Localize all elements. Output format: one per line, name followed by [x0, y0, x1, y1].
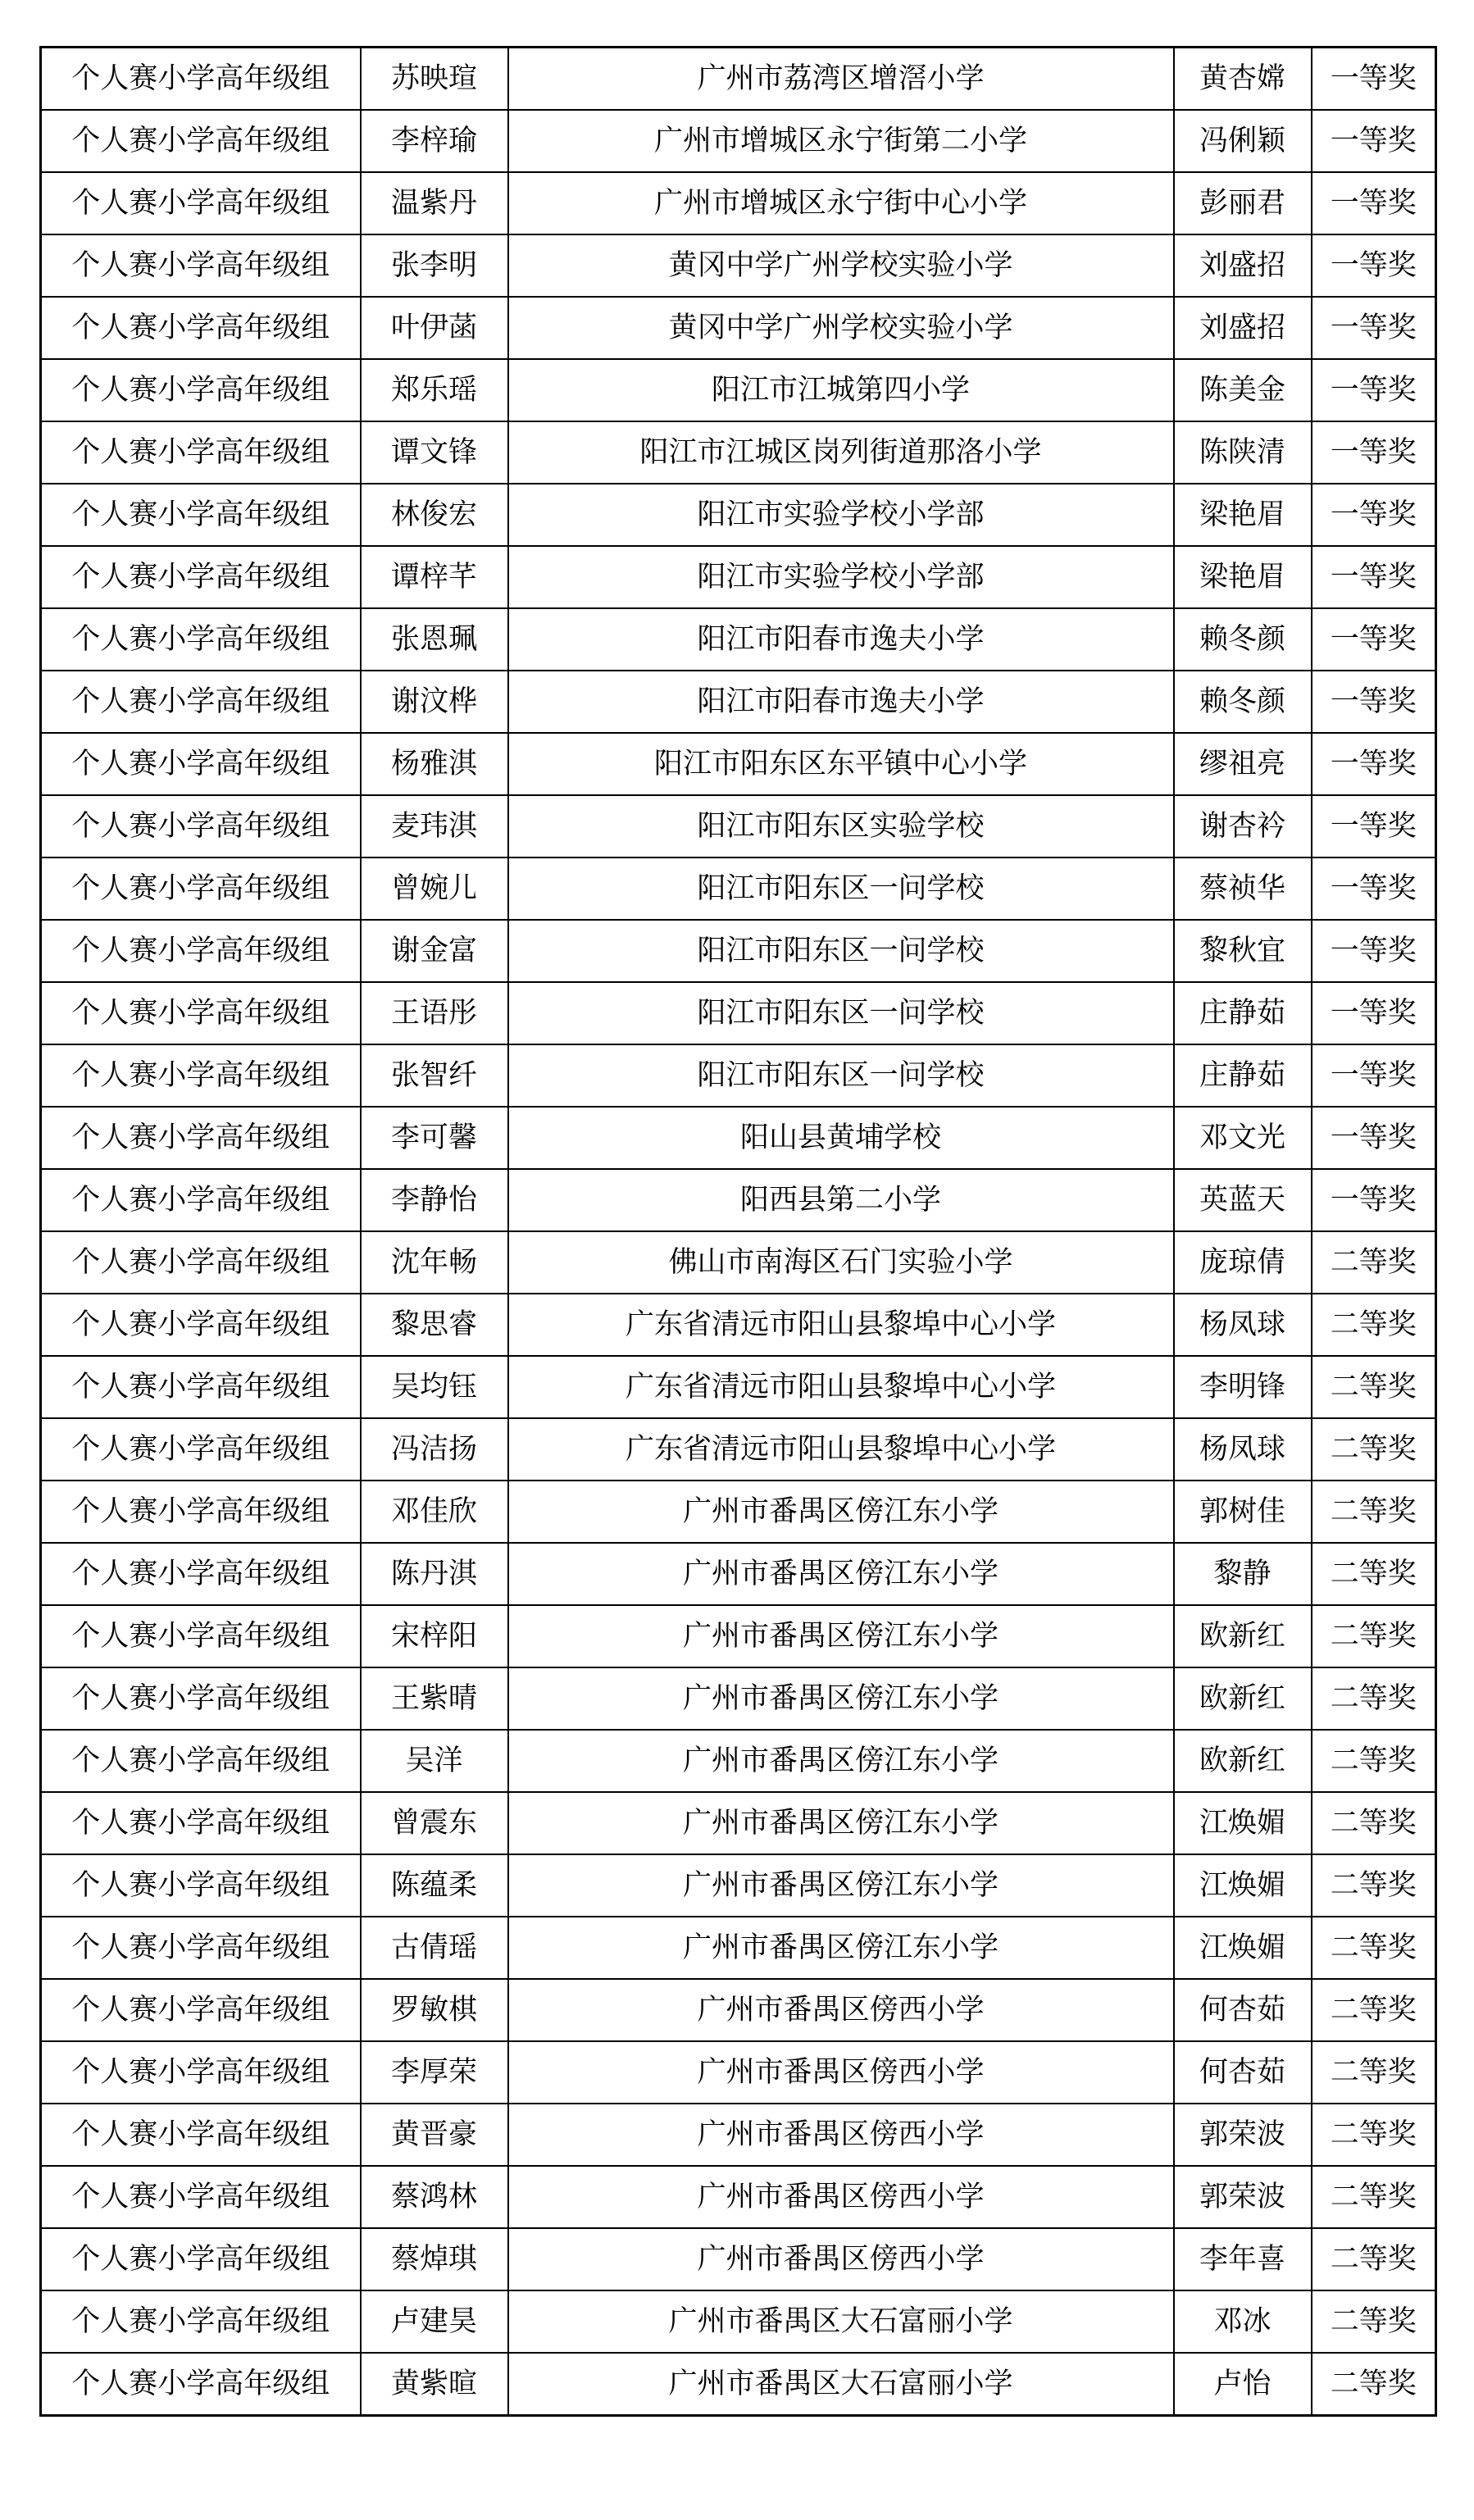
- school-cell: 广州市番禺区傍江东小学: [508, 1730, 1174, 1792]
- school-cell: 广州市番禺区傍西小学: [508, 2041, 1174, 2104]
- award-cell: 二等奖: [1312, 1481, 1436, 1543]
- group-cell: 个人赛小学高年级组: [41, 546, 361, 608]
- award-cell: 二等奖: [1312, 2290, 1436, 2353]
- table-row: [41, 1231, 1436, 1294]
- coach-cell: 黎静: [1174, 1543, 1312, 1605]
- student-name-cell: 黎思睿: [361, 1294, 508, 1356]
- coach-cell: 庞琼倩: [1174, 1231, 1312, 1294]
- award-cell: 二等奖: [1312, 2166, 1436, 2228]
- coach-cell: 梁艳眉: [1174, 546, 1312, 608]
- group-cell: 个人赛小学高年级组: [41, 1730, 361, 1792]
- table-row: [41, 1730, 1436, 1792]
- award-cell: 二等奖: [1312, 1418, 1436, 1481]
- table-row: [41, 795, 1436, 857]
- table-row: [41, 234, 1436, 297]
- group-cell: 个人赛小学高年级组: [41, 1356, 361, 1418]
- school-cell: 黄冈中学广州学校实验小学: [508, 297, 1174, 359]
- group-cell: 个人赛小学高年级组: [41, 857, 361, 920]
- student-name-cell: 邓佳欣: [361, 1481, 508, 1543]
- award-results-body: [41, 48, 1436, 2416]
- award-cell: 一等奖: [1312, 608, 1436, 671]
- school-cell: 阳江市实验学校小学部: [508, 484, 1174, 546]
- student-name-cell: 李厚荣: [361, 2041, 508, 2104]
- table-row: [41, 1854, 1436, 1917]
- award-cell: 二等奖: [1312, 1917, 1436, 1979]
- coach-cell: 何杏茹: [1174, 1979, 1312, 2041]
- student-name-cell: 曾震东: [361, 1792, 508, 1854]
- school-cell: 广州市番禺区傍西小学: [508, 2166, 1174, 2228]
- group-cell: 个人赛小学高年级组: [41, 1107, 361, 1169]
- table-row: [41, 1543, 1436, 1605]
- student-name-cell: 张智纤: [361, 1044, 508, 1107]
- table-row: [41, 608, 1436, 671]
- student-name-cell: 李梓瑜: [361, 110, 508, 172]
- school-cell: 阳江市实验学校小学部: [508, 546, 1174, 608]
- school-cell: 阳江市阳东区实验学校: [508, 795, 1174, 857]
- group-cell: 个人赛小学高年级组: [41, 1231, 361, 1294]
- table-row: [41, 1169, 1436, 1231]
- school-cell: 广州市番禺区傍江东小学: [508, 1667, 1174, 1730]
- school-cell: 阳江市阳东区东平镇中心小学: [508, 733, 1174, 795]
- coach-cell: 英蓝天: [1174, 1169, 1312, 1231]
- group-cell: 个人赛小学高年级组: [41, 110, 361, 172]
- award-cell: 二等奖: [1312, 1730, 1436, 1792]
- coach-cell: 邓文光: [1174, 1107, 1312, 1169]
- school-cell: 广州市番禺区傍西小学: [508, 2228, 1174, 2290]
- award-cell: 一等奖: [1312, 48, 1436, 111]
- student-name-cell: 吴洋: [361, 1730, 508, 1792]
- award-cell: 一等奖: [1312, 421, 1436, 484]
- coach-cell: 赖冬颜: [1174, 671, 1312, 733]
- student-name-cell: 黄晋豪: [361, 2104, 508, 2166]
- award-cell: 一等奖: [1312, 920, 1436, 982]
- table-row: [41, 733, 1436, 795]
- award-cell: 一等奖: [1312, 1107, 1436, 1169]
- student-name-cell: 宋梓阳: [361, 1605, 508, 1667]
- group-cell: 个人赛小学高年级组: [41, 1792, 361, 1854]
- table-row: [41, 1481, 1436, 1543]
- table-row: [41, 1979, 1436, 2041]
- coach-cell: 郭树佳: [1174, 1481, 1312, 1543]
- student-name-cell: 叶伊菡: [361, 297, 508, 359]
- school-cell: 广州市番禺区大石富丽小学: [508, 2290, 1174, 2353]
- coach-cell: 黎秋宜: [1174, 920, 1312, 982]
- student-name-cell: 蔡焯琪: [361, 2228, 508, 2290]
- award-cell: 二等奖: [1312, 1792, 1436, 1854]
- award-cell: 二等奖: [1312, 2353, 1436, 2416]
- award-cell: 一等奖: [1312, 857, 1436, 920]
- student-name-cell: 冯洁扬: [361, 1418, 508, 1481]
- coach-cell: 梁艳眉: [1174, 484, 1312, 546]
- school-cell: 阳江市阳春市逸夫小学: [508, 671, 1174, 733]
- group-cell: 个人赛小学高年级组: [41, 1605, 361, 1667]
- group-cell: 个人赛小学高年级组: [41, 2353, 361, 2416]
- student-name-cell: 黄紫暄: [361, 2353, 508, 2416]
- student-name-cell: 古倩瑶: [361, 1917, 508, 1979]
- group-cell: 个人赛小学高年级组: [41, 2041, 361, 2104]
- school-cell: 广州市番禺区傍江东小学: [508, 1854, 1174, 1917]
- student-name-cell: 杨雅淇: [361, 733, 508, 795]
- table-row: [41, 1792, 1436, 1854]
- table-row: [41, 421, 1436, 484]
- award-cell: 一等奖: [1312, 1169, 1436, 1231]
- group-cell: 个人赛小学高年级组: [41, 795, 361, 857]
- school-cell: 广州市番禺区大石富丽小学: [508, 2353, 1174, 2416]
- table-row: [41, 546, 1436, 608]
- table-row: [41, 982, 1436, 1044]
- table-row: [41, 2104, 1436, 2166]
- award-cell: 二等奖: [1312, 1543, 1436, 1605]
- table-row: [41, 110, 1436, 172]
- coach-cell: 江焕媚: [1174, 1854, 1312, 1917]
- award-cell: 二等奖: [1312, 1294, 1436, 1356]
- group-cell: 个人赛小学高年级组: [41, 297, 361, 359]
- award-cell: 一等奖: [1312, 795, 1436, 857]
- table-row: [41, 48, 1436, 111]
- school-cell: 黄冈中学广州学校实验小学: [508, 234, 1174, 297]
- award-cell: 二等奖: [1312, 2041, 1436, 2104]
- award-cell: 二等奖: [1312, 1854, 1436, 1917]
- group-cell: 个人赛小学高年级组: [41, 1169, 361, 1231]
- coach-cell: 李明锋: [1174, 1356, 1312, 1418]
- student-name-cell: 蔡鸿林: [361, 2166, 508, 2228]
- student-name-cell: 李可馨: [361, 1107, 508, 1169]
- student-name-cell: 苏映瑄: [361, 48, 508, 111]
- award-cell: 一等奖: [1312, 1044, 1436, 1107]
- award-cell: 一等奖: [1312, 484, 1436, 546]
- coach-cell: 江焕媚: [1174, 1917, 1312, 1979]
- group-cell: 个人赛小学高年级组: [41, 2290, 361, 2353]
- coach-cell: 江焕媚: [1174, 1792, 1312, 1854]
- award-cell: 一等奖: [1312, 110, 1436, 172]
- coach-cell: 郭荣波: [1174, 2104, 1312, 2166]
- table-row: [41, 297, 1436, 359]
- coach-cell: 谢杏衿: [1174, 795, 1312, 857]
- student-name-cell: 卢建昊: [361, 2290, 508, 2353]
- table-row: [41, 1667, 1436, 1730]
- award-cell: 二等奖: [1312, 1231, 1436, 1294]
- table-row: [41, 857, 1436, 920]
- table-row: [41, 359, 1436, 421]
- award-cell: 二等奖: [1312, 1667, 1436, 1730]
- student-name-cell: 陈蕴柔: [361, 1854, 508, 1917]
- student-name-cell: 谢汶桦: [361, 671, 508, 733]
- award-cell: 二等奖: [1312, 1356, 1436, 1418]
- coach-cell: 庄静茹: [1174, 1044, 1312, 1107]
- award-cell: 二等奖: [1312, 2228, 1436, 2290]
- coach-cell: 陈美金: [1174, 359, 1312, 421]
- group-cell: 个人赛小学高年级组: [41, 1667, 361, 1730]
- table-row: [41, 1294, 1436, 1356]
- coach-cell: 邓冰: [1174, 2290, 1312, 2353]
- group-cell: 个人赛小学高年级组: [41, 671, 361, 733]
- group-cell: 个人赛小学高年级组: [41, 1418, 361, 1481]
- group-cell: 个人赛小学高年级组: [41, 234, 361, 297]
- group-cell: 个人赛小学高年级组: [41, 1044, 361, 1107]
- group-cell: 个人赛小学高年级组: [41, 982, 361, 1044]
- student-name-cell: 谭梓芊: [361, 546, 508, 608]
- award-cell: 二等奖: [1312, 1605, 1436, 1667]
- student-name-cell: 罗敏棋: [361, 1979, 508, 2041]
- table-row: [41, 2290, 1436, 2353]
- group-cell: 个人赛小学高年级组: [41, 1543, 361, 1605]
- group-cell: 个人赛小学高年级组: [41, 1294, 361, 1356]
- group-cell: 个人赛小学高年级组: [41, 484, 361, 546]
- coach-cell: 欧新红: [1174, 1667, 1312, 1730]
- coach-cell: 刘盛招: [1174, 234, 1312, 297]
- award-cell: 一等奖: [1312, 671, 1436, 733]
- school-cell: 阳江市阳东区一问学校: [508, 1044, 1174, 1107]
- student-name-cell: 王紫晴: [361, 1667, 508, 1730]
- award-cell: 一等奖: [1312, 733, 1436, 795]
- coach-cell: 杨凤球: [1174, 1294, 1312, 1356]
- coach-cell: 陈陕清: [1174, 421, 1312, 484]
- student-name-cell: 林俊宏: [361, 484, 508, 546]
- group-cell: 个人赛小学高年级组: [41, 733, 361, 795]
- student-name-cell: 曾婉儿: [361, 857, 508, 920]
- student-name-cell: 温紫丹: [361, 172, 508, 234]
- coach-cell: 杨凤球: [1174, 1418, 1312, 1481]
- student-name-cell: 张李明: [361, 234, 508, 297]
- coach-cell: 赖冬颜: [1174, 608, 1312, 671]
- school-cell: 阳江市阳春市逸夫小学: [508, 608, 1174, 671]
- award-cell: 一等奖: [1312, 359, 1436, 421]
- student-name-cell: 郑乐瑶: [361, 359, 508, 421]
- group-cell: 个人赛小学高年级组: [41, 359, 361, 421]
- group-cell: 个人赛小学高年级组: [41, 2228, 361, 2290]
- award-cell: 二等奖: [1312, 1979, 1436, 2041]
- student-name-cell: 吴均钰: [361, 1356, 508, 1418]
- table-row: [41, 671, 1436, 733]
- award-cell: 一等奖: [1312, 546, 1436, 608]
- school-cell: 阳江市江城第四小学: [508, 359, 1174, 421]
- table-row: [41, 1917, 1436, 1979]
- group-cell: 个人赛小学高年级组: [41, 1481, 361, 1543]
- table-row: [41, 2166, 1436, 2228]
- award-cell: 一等奖: [1312, 982, 1436, 1044]
- table-row: [41, 1356, 1436, 1418]
- school-cell: 佛山市南海区石门实验小学: [508, 1231, 1174, 1294]
- school-cell: 广东省清远市阳山县黎埠中心小学: [508, 1294, 1174, 1356]
- coach-cell: 欧新红: [1174, 1730, 1312, 1792]
- coach-cell: 黄杏嫦: [1174, 48, 1312, 111]
- group-cell: 个人赛小学高年级组: [41, 920, 361, 982]
- student-name-cell: 张恩珮: [361, 608, 508, 671]
- school-cell: 广州市番禺区傍江东小学: [508, 1481, 1174, 1543]
- student-name-cell: 李静怡: [361, 1169, 508, 1231]
- award-cell: 一等奖: [1312, 172, 1436, 234]
- group-cell: 个人赛小学高年级组: [41, 1854, 361, 1917]
- school-cell: 广州市番禺区傍江东小学: [508, 1792, 1174, 1854]
- school-cell: 阳江市阳东区一问学校: [508, 920, 1174, 982]
- student-name-cell: 谭文锋: [361, 421, 508, 484]
- school-cell: 阳江市江城区岗列街道那洛小学: [508, 421, 1174, 484]
- coach-cell: 何杏茹: [1174, 2041, 1312, 2104]
- school-cell: 阳江市阳东区一问学校: [508, 857, 1174, 920]
- coach-cell: 刘盛招: [1174, 297, 1312, 359]
- group-cell: 个人赛小学高年级组: [41, 1979, 361, 2041]
- group-cell: 个人赛小学高年级组: [41, 1917, 361, 1979]
- school-cell: 广东省清远市阳山县黎埠中心小学: [508, 1418, 1174, 1481]
- school-cell: 广州市番禺区傍西小学: [508, 1979, 1174, 2041]
- table-row: [41, 2041, 1436, 2104]
- table-row: [41, 172, 1436, 234]
- school-cell: 阳江市阳东区一问学校: [508, 982, 1174, 1044]
- student-name-cell: 沈年畅: [361, 1231, 508, 1294]
- table-row: [41, 1605, 1436, 1667]
- table-row: [41, 2228, 1436, 2290]
- school-cell: 广东省清远市阳山县黎埠中心小学: [508, 1356, 1174, 1418]
- coach-cell: 冯俐颖: [1174, 110, 1312, 172]
- school-cell: 广州市番禺区傍西小学: [508, 2104, 1174, 2166]
- coach-cell: 郭荣波: [1174, 2166, 1312, 2228]
- table-row: [41, 1418, 1436, 1481]
- coach-cell: 欧新红: [1174, 1605, 1312, 1667]
- group-cell: 个人赛小学高年级组: [41, 421, 361, 484]
- table-row: [41, 1044, 1436, 1107]
- group-cell: 个人赛小学高年级组: [41, 2166, 361, 2228]
- award-cell: 一等奖: [1312, 234, 1436, 297]
- school-cell: 阳西县第二小学: [508, 1169, 1174, 1231]
- award-results-table: [39, 46, 1437, 2417]
- award-cell: 一等奖: [1312, 297, 1436, 359]
- school-cell: 阳山县黄埔学校: [508, 1107, 1174, 1169]
- student-name-cell: 陈丹淇: [361, 1543, 508, 1605]
- coach-cell: 缪祖亮: [1174, 733, 1312, 795]
- table-row: [41, 2353, 1436, 2416]
- group-cell: 个人赛小学高年级组: [41, 172, 361, 234]
- school-cell: 广州市增城区永宁街第二小学: [508, 110, 1174, 172]
- coach-cell: 卢怡: [1174, 2353, 1312, 2416]
- table-row: [41, 484, 1436, 546]
- coach-cell: 蔡祯华: [1174, 857, 1312, 920]
- student-name-cell: 谢金富: [361, 920, 508, 982]
- award-cell: 二等奖: [1312, 2104, 1436, 2166]
- school-cell: 广州市荔湾区增滘小学: [508, 48, 1174, 111]
- table-row: [41, 1107, 1436, 1169]
- coach-cell: 李年喜: [1174, 2228, 1312, 2290]
- coach-cell: 庄静茹: [1174, 982, 1312, 1044]
- group-cell: 个人赛小学高年级组: [41, 2104, 361, 2166]
- coach-cell: 彭丽君: [1174, 172, 1312, 234]
- student-name-cell: 麦玮淇: [361, 795, 508, 857]
- school-cell: 广州市番禺区傍江东小学: [508, 1543, 1174, 1605]
- school-cell: 广州市增城区永宁街中心小学: [508, 172, 1174, 234]
- student-name-cell: 王语彤: [361, 982, 508, 1044]
- group-cell: 个人赛小学高年级组: [41, 608, 361, 671]
- group-cell: 个人赛小学高年级组: [41, 48, 361, 111]
- table-row: [41, 920, 1436, 982]
- school-cell: 广州市番禺区傍江东小学: [508, 1917, 1174, 1979]
- school-cell: 广州市番禺区傍江东小学: [508, 1605, 1174, 1667]
